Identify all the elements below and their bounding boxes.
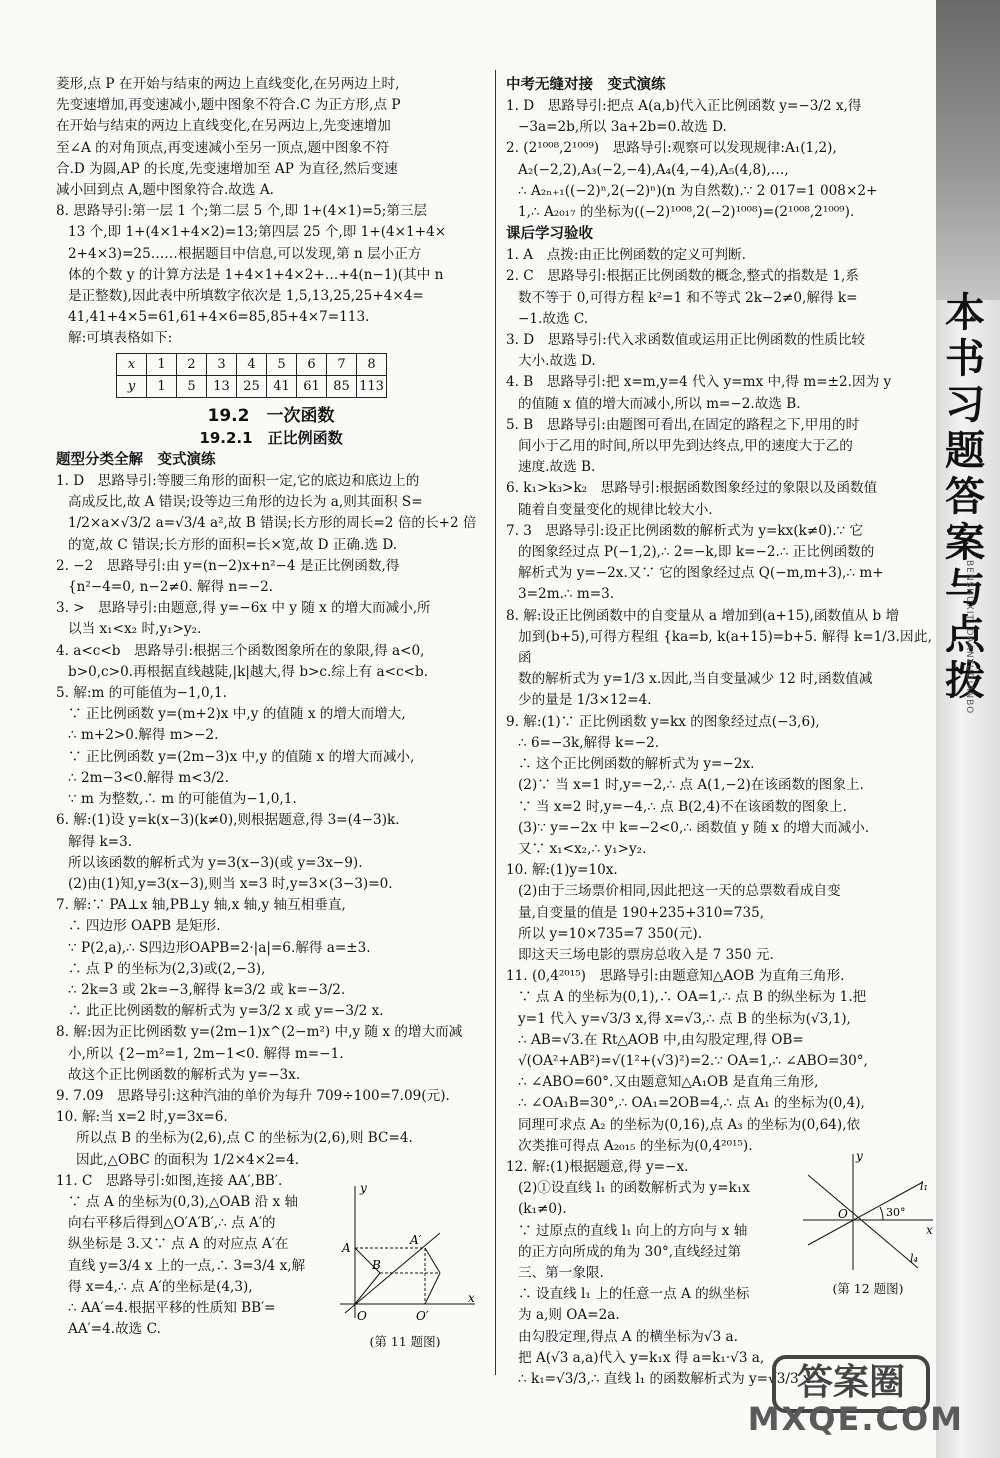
text-line: 10. 解:当 x=2 时,y=3x=6. [56, 1109, 228, 1126]
left-column [56, 74, 486, 1340]
table-cell: 25 [237, 375, 267, 397]
table-cell: 1 [147, 375, 177, 397]
label-O: O [357, 1309, 367, 1323]
text-line: 的宽,故 C 错误;长方形的面积=长×宽,故 D 正确.选 D. [68, 536, 398, 553]
text-line: 7. 解:∵ PA⊥x 轴,PB⊥y 轴,x 轴,y 轴互相垂直, [56, 897, 346, 914]
table-cell: 113 [357, 375, 387, 397]
text-line: (2)①设直线 l₁ 的函数解析式为 y=k₁x [518, 1180, 750, 1197]
table-cell: 13 [207, 375, 237, 397]
text-line: 的值随 x 值的增大而减小,所以 m=−2.故选 B. [518, 395, 801, 412]
text-line: 6. 解:(1)设 y=k(x−3)(k≠0),则根据题意,得 3=(4−3)k. [56, 812, 400, 829]
text-line: 次类推可得点 A₂₀₁₅ 的坐标为(0,4²⁰¹⁵). [518, 1137, 753, 1154]
column-divider [495, 70, 496, 1375]
text-line: 三、第一象限. [518, 1264, 604, 1281]
text-line: ∴ 点 P 的坐标为(2,3)或(2,−3), [68, 960, 266, 977]
review-answers [506, 245, 932, 1157]
angle-arc [880, 1207, 883, 1220]
label-A: A [342, 1241, 351, 1255]
text-line: A₂(−2,2),A₃(−2,−4),A₄(4,−4),A₅(4,8),…, [518, 161, 789, 178]
label-B: B [372, 1258, 381, 1272]
text-line: ∴ 2k=3 或 2k=−3,解得 k=3/2 或 k=−3/2. [68, 981, 346, 998]
label-x: x [468, 1291, 475, 1305]
section-heading: 19.2 一次函数 [207, 406, 335, 427]
table-cell: 61 [297, 375, 327, 397]
text-line: ∴ 此正比例函数的解析式为 y=3/2 x 或 y=−3/2 x. [68, 1003, 384, 1020]
text-line: 纵坐标是 3.又∵ 点 A 的对应点 A′在 [68, 1236, 289, 1253]
figure-11-diagram [330, 1178, 480, 1328]
text-line: 11. C 思路导引:如图,连接 AA′,BB′. [56, 1172, 283, 1189]
text-line: 解:可填表格如下: [68, 330, 173, 347]
text-line: ∵ 过原点的直线 l₁ 向上的方向与 x 轴 [518, 1222, 748, 1239]
text-line: 又∵ x₁<x₂,∴ y₁>y₂. [518, 840, 647, 857]
text-line: 8. 解:设正比例函数中的自变量从 a 增加到(a+15),函数值从 b 增 [506, 607, 900, 624]
text-line: 1. D 思路导引:把点 A(a,b)代入正比例函数 y=−3/2 x,得 [506, 98, 862, 114]
text-line: 大小.故选 D. [518, 353, 596, 370]
text-line: 得 x=4,∴ 点 A′的坐标是(4,3), [68, 1278, 253, 1295]
text-line: ∴ ∠OA₁B=30°,∴ OA₁=2OB=4,∴ 点 A₁ 的坐标为(0,4), [518, 1095, 865, 1112]
text-line: (2)由于三场票价相同,因此把这一天的总票数看成自变 [518, 883, 841, 900]
text-line: 解得 k=3. [68, 833, 133, 850]
text-line: 由勾股定理,得点 A 的横坐标为√3 a. [518, 1328, 738, 1345]
text-line: 9. 7.09 思路导引:这种汽油的单价为每升 709÷100=7.09(元). [56, 1087, 450, 1104]
review-section-heading: 课后学习验收 [506, 226, 593, 243]
text-line: ∵ 当 x=2 时,y=−4,∴ 点 B(2,4)不在该函数的图象上. [518, 798, 847, 815]
text-line: {n²−4=0, n−2≠0. 解得 n=−2. [68, 579, 274, 596]
text-line: 向右平移后得到△O′A′B′,∴ 点 A′的 [68, 1215, 276, 1232]
table-cell: 8 [357, 353, 387, 375]
text-line: b>0,c>0.再根据直线越陡,|k|越大,得 b>c.综上有 a<c<b. [68, 663, 428, 680]
text-line: ∵ 正比例函数 y=(m+2)x 中,y 的值随 x 的增大而增大, [68, 706, 406, 723]
text-line: 把 A(√3 a,a)代入 y=k₁x 得 a=k₁·√3 a, [518, 1349, 765, 1366]
table-cell: 3 [207, 353, 237, 375]
text-line: 的正方向所成的角为 30°,直线经过第 [518, 1243, 742, 1260]
label-y: y [856, 1150, 863, 1163]
text-line: 量,自变量的值是 190+235+310=735, [518, 904, 765, 921]
text-line: ∴ m+2>0.解得 m>−2. [68, 727, 219, 744]
text-line: 2+4×3)=25……根据题目中信息,可以发现,第 n 层小正方 [68, 245, 422, 262]
figure-12-caption: (第 12 题图) [832, 1281, 904, 1296]
table-cell: 41 [267, 375, 297, 397]
figure-12 [798, 1150, 938, 1300]
text-line: ∴ 6=−3k,解得 k=−2. [518, 734, 660, 751]
text-line: 数的解析式为 y=1/3 x.因此,当自变量减少 12 时,函数值减 [518, 671, 873, 688]
text-line: 2. C 思路导引:根据正比例函数的概念,整式的指数是 1,系 [506, 268, 859, 285]
text-line: 同理可求点 A₂ 的坐标为(0,16),点 A₃ 的坐标为(0,64),依 [518, 1116, 861, 1133]
table-cell: y [117, 375, 147, 397]
text-line: 12. 解:(1)根据题意,得 y=−x. [506, 1158, 689, 1175]
side-tab-subtitle: BENSHUXITI DAANYUDIANBO [964, 560, 974, 715]
watermark-logo: 答案圈 [772, 1355, 930, 1413]
text-line: 所以点 B 的坐标为(2,6),点 C 的坐标为(2,6),则 BC=4. [76, 1130, 413, 1147]
text-line: 少的量是 1/3×12=4. [518, 692, 652, 709]
text-line: 2. (2¹⁰⁰⁸,2¹⁰⁰⁹) 思路导引:观察可以发现规律:A₁(1,2), [506, 140, 837, 157]
subsection-heading: 19.2.1 正比例函数 [199, 429, 343, 448]
exam-answers [506, 96, 932, 223]
table-cell: 6 [297, 353, 327, 375]
text-line: ∵ 点 A 的坐标为(0,3),△OAB 沿 x 轴 [68, 1193, 299, 1210]
table-cell: 85 [327, 375, 357, 397]
text-line: 1. D 思路导引:等腰三角形的面积一定,它的底边和底边上的 [56, 473, 420, 490]
side-tab-header [936, 0, 1000, 300]
text-line: ∴ 这个正比例函数的解析式为 y=−2x. [518, 756, 755, 773]
text-line: 直线 y=3/4 x 上的一点,∴ 3=3/4 x,解 [68, 1257, 306, 1274]
text-line: 4. B 思路导引:把 x=m,y=4 代入 y=mx 中,得 m=±2.因为 y [506, 374, 892, 391]
table-cell: x [117, 353, 147, 375]
text-line: ∴ ∠ABO=60°.又由题意知△A₁OB 是直角三角形, [518, 1074, 819, 1091]
segment-OB [355, 1273, 380, 1304]
question-11-block [56, 1171, 346, 1341]
text-line: 2. −2 思路导引:由 y=(n−2)x+n²−4 是正比例函数,得 [56, 557, 400, 574]
segment-A2B2 [425, 1248, 440, 1273]
text-line: 随着自变量变化的规律比较大小. [518, 501, 713, 518]
text-line: 41,41+4×5=61,61+4×6=85,85+4×7=113. [68, 309, 370, 326]
text-line: ∵ 正比例函数 y=(2m−3)x 中,y 的值随 x 的增大而减小, [68, 748, 415, 765]
text-line: 数不等于 0,可得方程 k²=1 和不等式 2k−2≠0,解得 k= [518, 289, 858, 306]
text-line: ∴ AA′=4.根据平移的性质知 BB′= [68, 1299, 276, 1316]
text-line: 1/2×a×√3/2 a=√3/4 a²,故 B 错误;长方形的周长=2 倍的长+2 倍 [68, 515, 477, 532]
text-line: 8. 思路导引:第一层 1 个;第二层 5 个,即 1+(4×1)=5;第三层 [56, 203, 428, 220]
table-cell: 4 [237, 353, 267, 375]
intro-paragraph [56, 74, 486, 201]
watermark-url: MXQE.COM [747, 1400, 964, 1438]
text-line: ∵ m 为整数,∴ m 的可能值为−1,0,1. [68, 791, 297, 808]
text-line: (2)∵ 当 x=1 时,y=−2,∴ 点 A(1,−2)在该函数的图象上. [518, 777, 864, 794]
text-line: 合.D 为圆,AP 的长度,先变速增加至 AP 为直径,然后变速 [56, 160, 398, 177]
text-line: 是正整数),因此表中所填数字依次是 1,5,13,25,25+4×4= [68, 288, 424, 305]
text-line: 5. 解:m 的可能值为−1,0,1. [56, 685, 227, 702]
text-line: 13 个,即 1+(4×1+4×2)=13;第四层 25 个,即 1+(4×1+4× [68, 224, 447, 241]
text-line: ∴ 2m−3<0.解得 m<3/2. [68, 769, 229, 786]
text-line: 3=2m.∴ m=3. [518, 586, 615, 603]
line-l4 [808, 1175, 918, 1268]
text-line: 11. (0,4²⁰¹⁵) 思路导引:由题意知△AOB 为直角三角形. [506, 968, 845, 985]
text-line: ∴ 四边形 OAPB 是矩形. [68, 918, 221, 935]
exam-section-heading: 中考无缝对接 变式演练 [506, 77, 666, 93]
text-line: 高成反比,故 A 错误;设等边三角形的边长为 a,则其面积 S= [68, 494, 423, 511]
category-heading: 题型分类全解 变式演练 [56, 452, 216, 469]
text-line: 8. 解:因为正比例函数 y=(2m−1)x^(2−m²) 中,y 随 x 的增大而减 [56, 1024, 463, 1041]
table-cell: 1 [147, 353, 177, 375]
text-line: 小,所以 {2−m²=1, 2m−1<0. 解得 m=−1. [68, 1045, 344, 1062]
text-line: ∴ A₂ₙ₊₁((−2)ⁿ,2(−2)ⁿ)(n 为自然数).∵ 2 017=1 008×2+ [518, 182, 878, 199]
xy-value-table [116, 353, 387, 398]
text-line: 7. 3 思路导引:设正比例函数的解析式为 y=kx(k≠0).∵ 它 [506, 522, 864, 539]
text-line: ∴ AB=√3.在 Rt△AOB 中,由勾股定理,得 OB= [518, 1031, 804, 1048]
text-line: y=1 代入 y=√3/3 x,得 x=√3,∴ 点 B 的坐标为(√3,1), [518, 1010, 851, 1027]
text-line: (k₁≠0). [518, 1201, 567, 1218]
text-line: 在开始与结束的两边上直线变化,在另两边上,先变速增加 [56, 118, 391, 135]
text-line: 9. 解:(1)∵ 正比例函数 y=kx 的图象经过点(−3,6), [506, 713, 820, 730]
text-line: 所以 y=10×735=7 350(元). [518, 925, 703, 942]
text-line: ∵ 点 A 的坐标为(0,1),∴ OA=1,∴ 点 B 的纵坐标为 1.把 [518, 989, 867, 1006]
side-tab-title: 本书习题答案与点拨 [945, 290, 985, 704]
question-8-block [56, 201, 486, 349]
text-line: 1,∴ A₂₀₁₇ 的坐标为((−2)¹⁰⁰⁸,2(−2)¹⁰⁰⁸)=(2¹⁰⁰⁸,2¹⁰⁰⁹). [518, 204, 855, 221]
text-line: 3. D 思路导引:代入求函数值或运用正比例函数的性质比较 [506, 332, 866, 349]
label-x: x [926, 1223, 933, 1237]
text-line: 4. a<c<b 思路导引:根据三个函数图象所在的象限,得 a<0, [56, 642, 425, 659]
text-line: 为 a,则 OA=2a. [518, 1307, 620, 1324]
text-line: 的图象经过点 P(−1,2),∴ 2=−k,即 k=−2.∴ 正比例函数的 [518, 544, 875, 561]
label-O: O [838, 1207, 848, 1221]
text-line: −1.故选 C. [518, 310, 589, 327]
text-line: 故这个正比例函数的解析式为 y=−3x. [68, 1066, 301, 1083]
text-line: 1. A 点拨:由正比例函数的定义可判断. [506, 247, 746, 264]
text-line: 3. > 思路导引:由题意,得 y=−6x 中 y 随 x 的增大而减小,所 [56, 600, 431, 617]
text-line: AA′=4.故选 C. [68, 1321, 161, 1338]
text-line: 即这天三场电影的票房总收入是 7 350 元. [518, 946, 774, 963]
label-l1: l₁ [920, 1180, 928, 1193]
text-line: 所以该函数的解析式为 y=3(x−3)(或 y=3x−9). [68, 854, 363, 871]
table-cell: 2 [177, 353, 207, 375]
text-line: 菱形,点 P 在开始与结束的两边上直线变化,在另两边上时, [56, 76, 400, 92]
text-line: 10. 解:(1)y=10x. [506, 862, 618, 879]
text-line: 至∠A 的对角顶点,再变速减小至另一顶点,题中图象不符 [56, 139, 390, 156]
text-line: 速度.故选 B. [518, 459, 596, 476]
text-line: 因此,△OBC 的面积为 1/2×4×2=4. [76, 1151, 300, 1168]
table-row-x [117, 353, 387, 375]
table-cell: 5 [177, 375, 207, 397]
text-line: 5. B 思路导引:由题图可看出,在固定的路程之下,甲用的时 [506, 416, 860, 433]
label-l4: l₄ [910, 1252, 918, 1265]
text-line: 加到(b+5),可得方程组 {ka=b, k(a+15)=b+5. 解得 k=1/3.因此,函 [518, 628, 932, 667]
figure-11-caption: (第 11 题图) [369, 1334, 441, 1349]
line-l1 [808, 1182, 923, 1245]
segment-O2B2 [425, 1273, 440, 1304]
text-line: (3)∵ y=−2x 中 k=−2<0,∴ 函数值 y 随 x 的增大而减小. [518, 819, 870, 836]
table-row-y [117, 375, 387, 397]
text-line: 以当 x₁<x₂ 时,y₁>y₂. [68, 621, 202, 638]
answers-block [56, 471, 486, 1171]
table-cell: 7 [327, 353, 357, 375]
label-angle: 30° [886, 1206, 906, 1219]
label-O-prime: O′ [416, 1309, 429, 1323]
text-line: 解析式为 y=−2x.又∵ 它的图象经过点 Q(−m,m+3),∴ m+ [518, 565, 884, 582]
text-line: 间小于乙用的时间,所以甲先到达终点,甲的速度大于乙的 [518, 438, 853, 455]
label-A-prime: A′ [410, 1233, 422, 1247]
text-line: −3a=2b,所以 3a+2b=0.故选 D. [518, 119, 727, 136]
text-line: ∵ P(2,a),∴ S四边形OAPB=2·|a|=6.解得 a=±3. [68, 939, 371, 956]
text-line: √(OA²+AB²)=√(1²+(√3)²)=2.∵ OA=1,∴ ∠ABO=30°, [518, 1052, 868, 1069]
figure-11 [330, 1178, 480, 1348]
label-y: y [360, 1181, 367, 1195]
text-line: 先变速增加,再变速减小,题中图象不符合.C 为正方形,点 P [56, 97, 401, 114]
table-cell: 5 [267, 353, 297, 375]
text-line: 6. k₁>k₃>k₂ 思路导引:根据函数图象经过的象限以及函数值 [506, 480, 878, 497]
text-line: ∴ 设直线 l₁ 上的任意一点 A 的纵坐标 [518, 1286, 750, 1303]
text-line: (2)由(1)知,y=3(x−3),则当 x=3 时,y=3×(3−3)=0. [68, 875, 393, 892]
text-line: 体的个数 y 的计算方法是 1+4×1+4×2+…+4(n−1)(其中 n [68, 266, 444, 283]
figure-12-diagram [798, 1150, 938, 1275]
text-line: 减小回到点 A,题中图象符合.故选 A. [56, 182, 274, 199]
text-line: ∴ k₁=√3/3,∴ 直线 l₁ 的函数解析式为 y=√3/3 x. [518, 1370, 815, 1387]
